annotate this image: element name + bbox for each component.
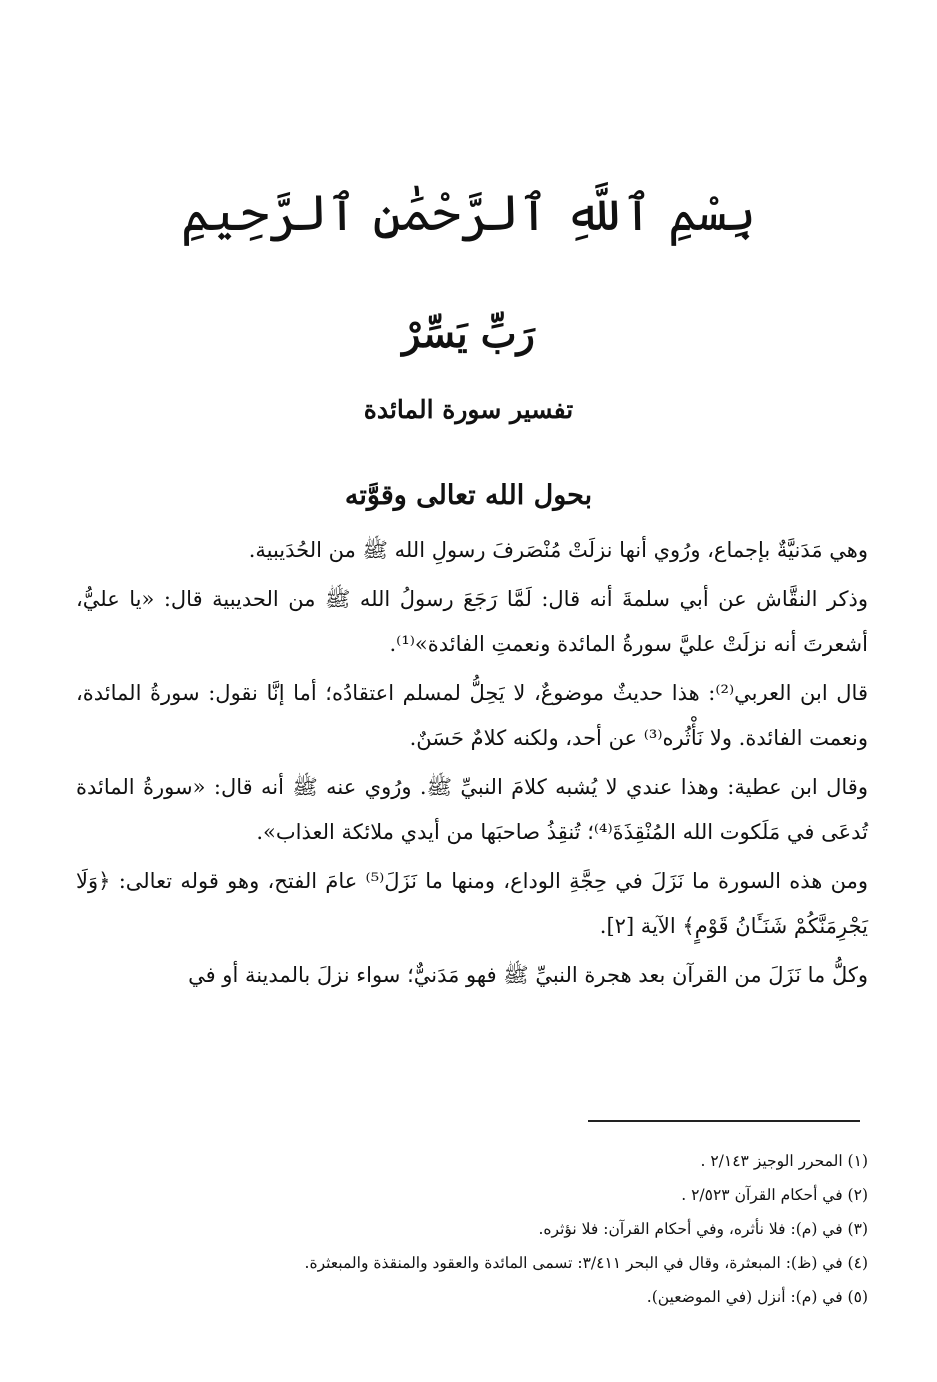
footnote-3: (٣) في (م): فلا نأثره، وفي أحكام القرآن: فلا نؤثره. bbox=[538, 1220, 868, 1238]
footnote-divider bbox=[588, 1120, 860, 1122]
paragraph-3: قال ابن العربي⁽²⁾: هذا حديثٌ موضوعٌ، لا يَحِلُّ لمسلم اعتقادُه؛ أما إنَّا نقول: سورةُ المائدة، ونعمت الفائدة. ولا نَأْثُره⁽³⁾ عن أحد، ولكنه كلامٌ حَسَنٌ. bbox=[76, 681, 868, 750]
footnotes bbox=[60, 1144, 868, 1314]
footnote-2: (٢) في أحكام القرآن ٢/٥٢٣ . bbox=[681, 1186, 868, 1204]
footnote-5: (٥) في (م): أنزل (في الموضعين). bbox=[646, 1288, 868, 1306]
basmala-heading: بِسْمِ ٱللَّهِ ٱلرَّحْمَٰنِ ٱلرَّحِيمِ bbox=[180, 184, 757, 242]
paragraph-4: وقال ابن عطية: وهذا عندي لا يُشبه كلامَ النبيِّ ﷺ. ورُوي عنه ﷺ أنه قال: «سورةُ المائدة تُدعَى في مَلَكوت الله المُنْقِذَةَ⁽⁴⁾؛ تُنقِذُ صاحبَها من أيدي ملائكة العذاب». bbox=[76, 775, 868, 844]
paragraph-2: وذكر النقَّاش عن أبي سلمةَ أنه قال: لَمَّا رَجَعَ رسولُ الله ﷺ من الحديبية قال: «يا عليُّ، أشعرتَ أنه نزلَتْ عليَّ سورةُ المائدة ونعمتِ الفائدة»⁽¹⁾. bbox=[76, 587, 868, 656]
paragraph-5: ومن هذه السورة ما نَزَلَ في حِجَّةِ الوداع، ومنها ما نَزَلَ⁽⁵⁾ عامَ الفتح، وهو قوله تعالى: ﴿وَلَا يَجْرِمَنَّكُمْ شَنَـَٔانُ قَوْمٍ﴾ الآية [٢]. bbox=[76, 869, 868, 938]
footnote-4: (٤) في (ظ): المبعثرة، وقال في البحر ٣/٤١١: تسمى المائدة والعقود والمنقذة والمبعثرة. bbox=[304, 1254, 868, 1272]
invocation-heading: رَبِّ يَسِّرْ bbox=[402, 311, 535, 356]
surah-title: تفسير سورة المائدة bbox=[363, 395, 574, 424]
main-text bbox=[76, 528, 868, 1002]
subtitle: بحول الله تعالى وقوَّته bbox=[344, 480, 593, 511]
paragraph-1: وهي مَدَنيَّةٌ بإجماع، ورُوي أنها نزلَتْ مُنْصَرفَ رسولِ الله ﷺ من الحُدَيبية. bbox=[248, 538, 868, 562]
paragraph-6: وكلُّ ما نَزَلَ من القرآن بعد هجرة النبيِّ ﷺ فهو مَدَنيٌّ؛ سواء نزلَ بالمدينة أو في bbox=[188, 963, 868, 987]
footnote-1: (١) المحرر الوجيز ٢/١٤٣ . bbox=[700, 1152, 868, 1170]
